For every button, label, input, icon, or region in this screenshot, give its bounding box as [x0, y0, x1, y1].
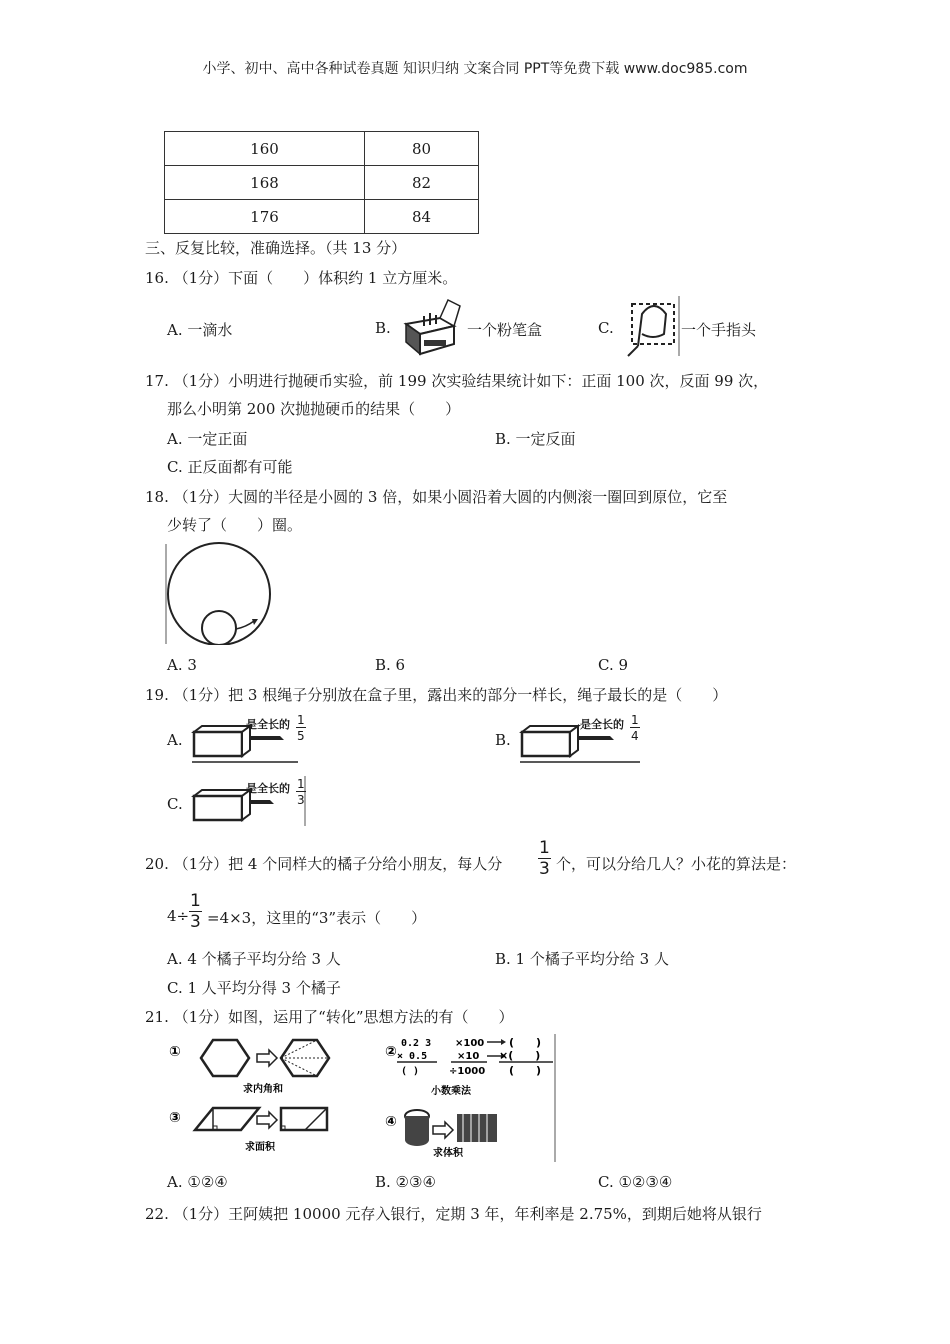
q19-option-a[interactable]: A.: [167, 731, 183, 749]
chalk-box-image: [400, 296, 465, 356]
fingertip-image: [620, 294, 682, 358]
table-row: 168 82: [165, 166, 479, 200]
q19-a-fraction: $\frac{1}{5}$: [297, 713, 305, 743]
q20-stem-part1: 20. （1分）把 4 个同样大的橘子分给小朋友，每人分: [145, 855, 503, 873]
caption-1: 求内角和: [243, 1084, 283, 1095]
q21-option-c[interactable]: C. ①②③④: [598, 1173, 673, 1191]
q19-a-label: 是全长的: [246, 718, 290, 731]
q16-stem: 16. （1分）下面（ ）体积约 1 立方厘米。: [145, 269, 458, 287]
svg-text:( ): ( ): [509, 1036, 542, 1049]
q20-eq-part1: 4÷: [167, 907, 190, 925]
marker-3: ③: [169, 1110, 181, 1126]
svg-text:÷1000: ÷1000: [449, 1066, 486, 1077]
q16-option-c-label[interactable]: C.: [598, 319, 614, 337]
q20-fraction-1: $\frac{1}{3}$: [539, 838, 550, 879]
transformation-figure: [165, 1032, 560, 1164]
q20-option-a[interactable]: A. 4 个橘子平均分给 3 人: [167, 950, 341, 968]
svg-text:×10: ×10: [457, 1051, 480, 1062]
q21-stem: 21. （1分）如图，运用了“转化”思想方法的有（ ）: [145, 1008, 514, 1026]
q18-option-c[interactable]: C. 9: [598, 656, 629, 674]
caption-4: 求体积: [433, 1148, 463, 1159]
q17-option-c[interactable]: C. 正反面都有可能: [167, 458, 293, 476]
svg-text:×( ): ×( ): [499, 1049, 541, 1062]
q17-option-b[interactable]: B. 一定反面: [495, 430, 576, 448]
q19-stem: 19. （1分）把 3 根绳子分别放在盒子里，露出来的部分一样长，绳子最长的是（ ）: [145, 686, 728, 704]
q17-stem-line2: 那么小明第 200 次抛抛硬币的结果（ ）: [167, 400, 461, 418]
q19-b-label: 是全长的: [580, 718, 624, 731]
svg-text:×100: ×100: [455, 1038, 485, 1049]
q19-c-fraction: $\frac{1}{3}$: [297, 777, 305, 807]
q16-option-b-label[interactable]: B.: [375, 319, 391, 337]
marker-4: ④: [385, 1114, 397, 1130]
svg-text:( ): ( ): [401, 1066, 420, 1077]
q16-option-b-text[interactable]: 一个粉笔盒: [467, 321, 543, 339]
q17-stem-line1: 17. （1分）小明进行抛硬币实验，前 199 次实验结果统计如下：正面 100 次，反面 99 次，: [145, 372, 769, 390]
table-row: 176 84: [165, 200, 479, 234]
q21-option-a[interactable]: A. ①②④: [167, 1173, 228, 1191]
data-table: [164, 131, 479, 234]
q18-option-b[interactable]: B. 6: [375, 656, 406, 674]
svg-text:× 0.5: × 0.5: [397, 1051, 428, 1062]
q20-fraction-2: $\frac{1}{3}$: [190, 891, 201, 932]
q19-option-b[interactable]: B.: [495, 731, 511, 749]
q16-option-a[interactable]: A. 一滴水: [167, 321, 233, 339]
svg-text:( ): ( ): [509, 1064, 542, 1077]
section-title: 三、反复比较，准确选择。（共 13 分）: [145, 239, 407, 257]
page-header: 小学、初中、高中各种试卷真题 知识归纳 文案合同 PPT等免费下载 www.doc985.com: [202, 61, 748, 77]
q17-option-a[interactable]: A. 一定正面: [167, 430, 248, 448]
q19-option-c[interactable]: C.: [167, 795, 183, 813]
table-row: 160 80: [165, 132, 479, 166]
q20-stem-part2: 个，可以分给几人？小花的算法是：: [556, 855, 797, 873]
q18-stem-line2: 少转了（ ）圈。: [167, 516, 303, 534]
q18-option-a[interactable]: A. 3: [167, 656, 197, 674]
q20-option-c[interactable]: C. 1 人平均分得 3 个橘子: [167, 979, 341, 997]
svg-text:0.2 3: 0.2 3: [401, 1038, 432, 1049]
caption-3: 求面积: [245, 1142, 275, 1153]
q19-b-fraction: $\frac{1}{4}$: [631, 713, 639, 743]
caption-2: 小数乘法: [431, 1086, 471, 1097]
circles-figure: [164, 541, 276, 645]
q20-option-b[interactable]: B. 1 个橘子平均分给 3 人: [495, 950, 669, 968]
q16-option-c-text[interactable]: 一个手指头: [681, 321, 757, 339]
q21-option-b[interactable]: B. ②③④: [375, 1173, 436, 1191]
marker-2: ②: [385, 1044, 397, 1060]
q18-stem-line1: 18. （1分）大圆的半径是小圆的 3 倍，如果小圆沿着大圆的内侧滚一圈回到原位，它至: [145, 488, 728, 506]
q20-eq-part2: =4×3，这里的“3”表示（ ）: [207, 909, 427, 927]
q22-stem: 22. （1分）王阿姨把 10000 元存入银行，定期 3 年，年利率是 2.75%，到期后她将从银行: [145, 1205, 762, 1223]
q19-c-label: 是全长的: [246, 782, 290, 795]
marker-1: ①: [169, 1044, 181, 1060]
